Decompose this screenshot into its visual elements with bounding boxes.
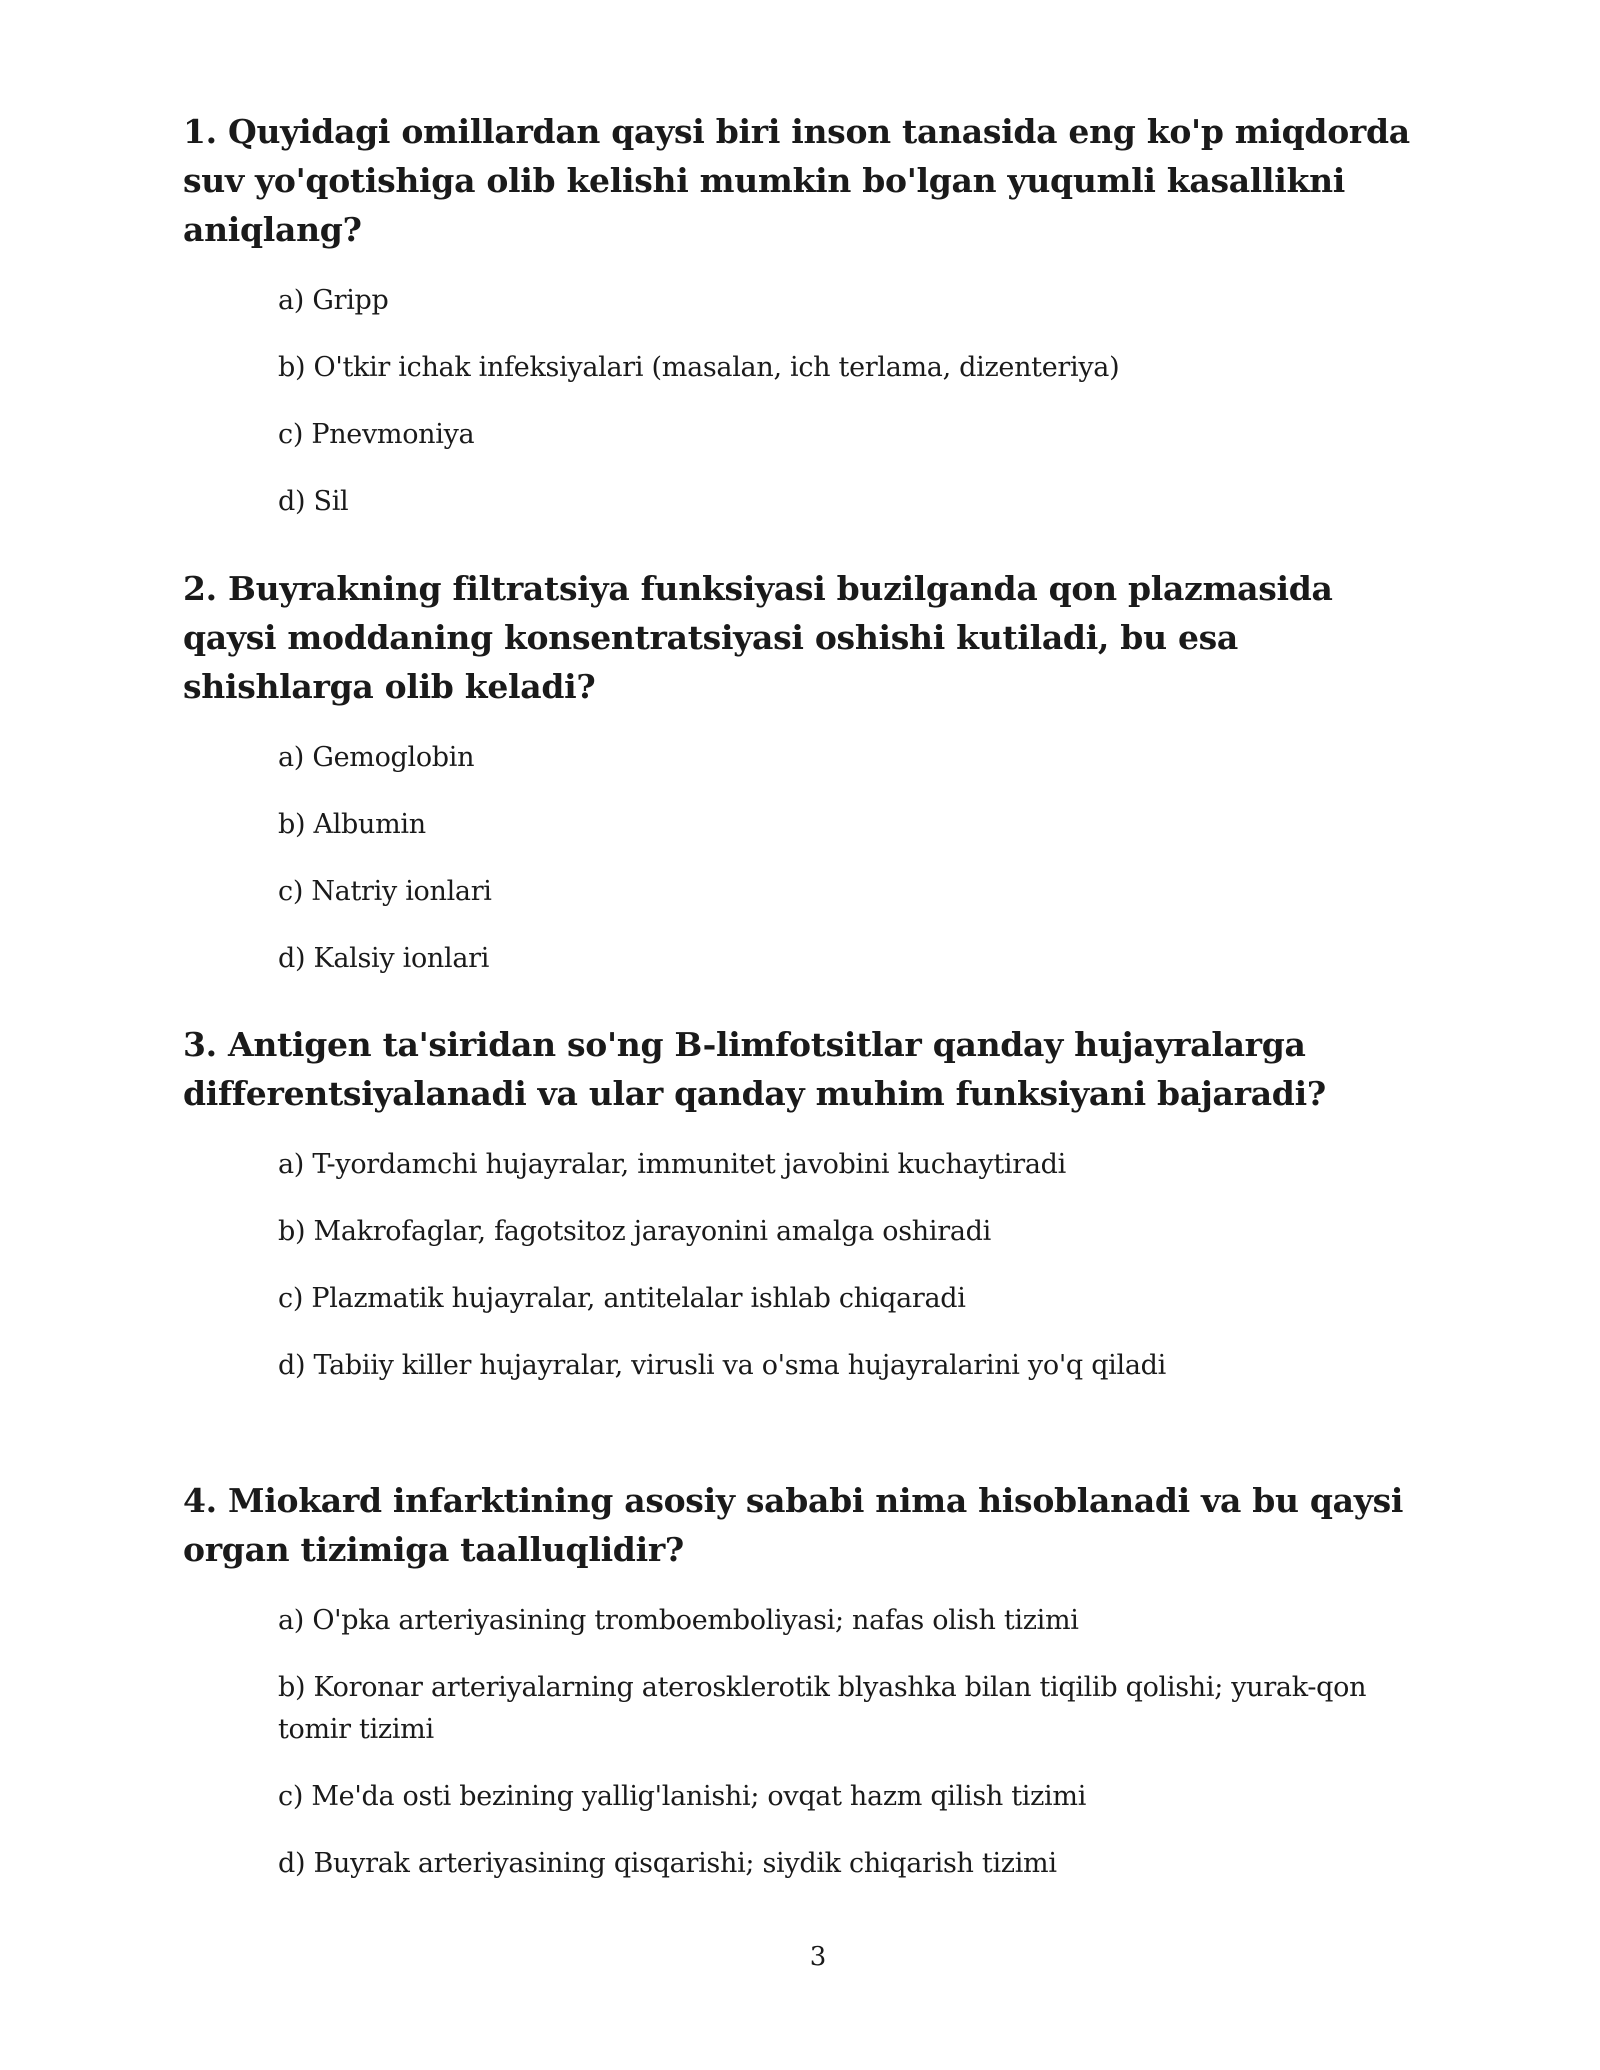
answer-option-a: a) T-yordamchi hujayralar, immunitet javobini kuchaytiradi	[278, 1149, 1066, 1180]
question-title: 2. Buyrakning filtratsiya funksiyasi buzilganda qon plazmasida qaysi moddaning konsentratsiyasi oshishi kutiladi, bu esa shishlarga olib keladi?	[183, 569, 1333, 706]
question-title: 1. Quyidagi omillardan qaysi biri inson tanasida eng ko'p miqdorda suv yo'qotishiga olib kelishi mumkin bo'lgan yuqumli kasallikni aniqlang?	[183, 112, 1410, 249]
answer-options	[183, 737, 1433, 980]
answer-option-d: d) Tabiiy killer hujayralar, virusli va o'sma hujayralarini yo'q qiladi	[278, 1350, 1166, 1381]
page-number: 3	[809, 1942, 827, 1972]
answer-option-c: c) Plazmatik hujayralar, antitelalar ishlab chiqaradi	[278, 1283, 966, 1314]
answer-option-c: c) Natriy ionlari	[278, 876, 492, 907]
question-1	[183, 107, 1433, 523]
answer-option-b: b) Albumin	[278, 809, 426, 840]
answer-option-a: a) Gripp	[278, 285, 389, 316]
answer-option-d: d) Buyrak arteriyasining qisqarishi; siydik chiqarish tizimi	[278, 1848, 1057, 1879]
answer-option-d: d) Kalsiy ionlari	[278, 943, 490, 974]
question-4	[183, 1476, 1433, 1885]
answer-option-d: d) Sil	[278, 486, 349, 517]
answer-options	[183, 280, 1433, 523]
question-title: 4. Miokard infarktining asosiy sababi nima hisoblanadi va bu qaysi organ tizimiga taalluqlidir?	[183, 1481, 1404, 1569]
question-3	[183, 1020, 1433, 1387]
answer-option-b: b) Koronar arteriyalarning aterosklerotik blyashka bilan tiqilib qolishi; yurak-qon tomir tizimi	[278, 1672, 1367, 1745]
answer-option-b: b) Makrofaglar, fagotsitoz jarayonini amalga oshiradi	[278, 1216, 991, 1247]
answer-option-c: c) Pnevmoniya	[278, 419, 475, 450]
answer-options	[183, 1600, 1433, 1885]
answer-option-a: a) Gemoglobin	[278, 742, 475, 773]
question-2	[183, 564, 1433, 980]
answer-option-a: a) O'pka arteriyasining tromboemboliyasi; nafas olish tizimi	[278, 1605, 1079, 1636]
answer-options	[183, 1144, 1433, 1387]
answer-option-c: c) Me'da osti bezining yallig'lanishi; ovqat hazm qilish tizimi	[278, 1781, 1087, 1812]
answer-option-b: b) O'tkir ichak infeksiyalari (masalan, ich terlama, dizenteriya)	[278, 352, 1120, 383]
question-title: 3. Antigen ta'siridan so'ng B-limfotsitlar qanday hujayralarga differentsiyalanadi va ular qanday muhim funksiyani bajaradi?	[183, 1025, 1326, 1113]
